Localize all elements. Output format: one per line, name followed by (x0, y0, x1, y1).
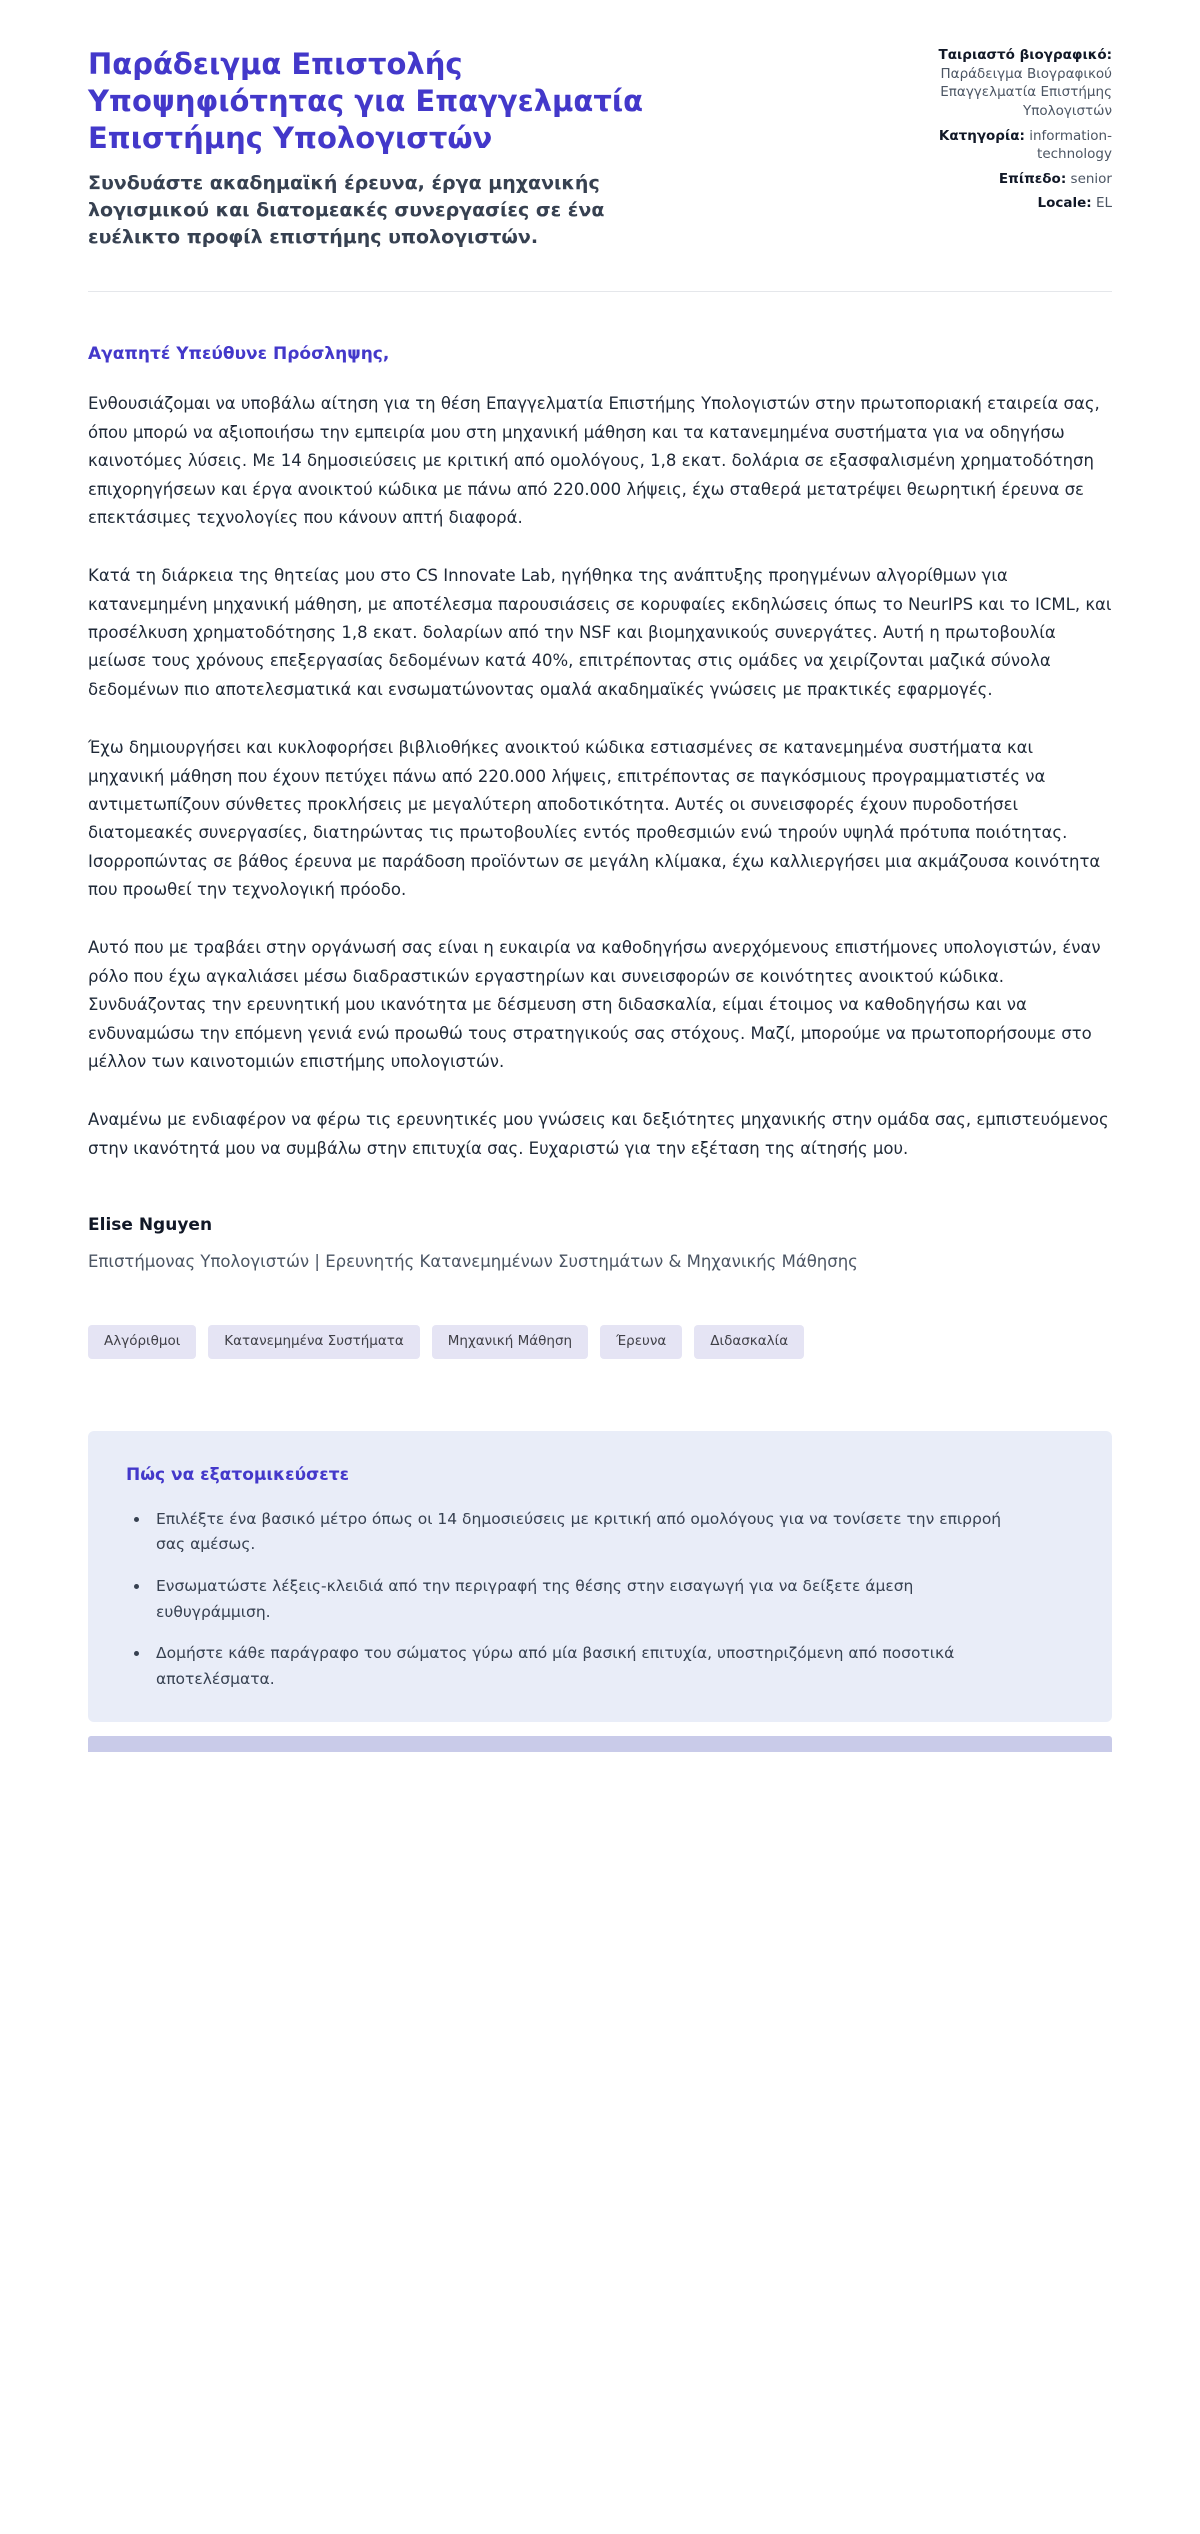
letter-body (88, 344, 1112, 1275)
tips-title: Πώς να εξατομικεύσετε (126, 1464, 350, 1485)
tips-list (126, 1507, 1074, 1692)
header-title-block (88, 46, 688, 251)
meta-value-matching-resume: Παράδειγμα Βιογραφικού Επαγγελματία Επιστήμης Υπολογιστών (940, 65, 1112, 119)
tag-chip-distributed-systems: Κατανεμημένα Συστήματα (208, 1325, 419, 1359)
tip-item-1: • Επιλέξτε ένα βασικό μέτρο όπως οι 14 δημοσιεύσεις με κριτική από ομολόγους για να τονίσετε την επιρροή σας αμέσως. (150, 1507, 1030, 1558)
letter-paragraph-2: Κατά τη διάρκεια της θητείας μου στο CS Innovate Lab, ηγήθηκα της ανάπτυξης προηγμένων αλγορίθμων για κατανεμημένη μηχανική μάθηση, με αποτέλεσμα παρουσιάσεις σε κορυφαίες εκδηλώσεις όπως το NeurIPS και το ICML, και προσέλκυση χρηματοδότησης 1,8 εκατ. δολαρίων από την NSF και βιομηχανικούς συνεργάτες. Αυτή η πρωτοβουλία μείωσε τους χρόνους επεξεργασίας δεδομένων κατά 40%, επιτρέποντας στις ομάδες να χειρίζονται μαζικά σύνολα δεδομένων πιο αποτελεσματικά και ενσωματώνοντας ομαλά ακαδημαϊκές γνώσεις με πρακτικές εφαρμογές. (88, 566, 1112, 699)
meta-label-matching-resume: Ταιριαστό βιογραφικό: (938, 47, 1112, 63)
meta-value-category: information-technology (1029, 127, 1112, 163)
letter-paragraph-5: Αναμένω με ενδιαφέρον να φέρω τις ερευνητικές μου γνώσεις και δεξιότητες μηχανικής στην ομάδα σας, εμπιστευόμενος στην ικανότητά μου να συμβάλω στην επιτυχία σας. Ευχαριστώ για την εξέταση της αίτησής μου. (88, 1110, 1109, 1158)
meta-row-category (902, 127, 1112, 164)
tag-chip-research: Έρευνα (600, 1325, 682, 1359)
page-title: Παράδειγμα Επιστολής Υποψηφιότητας για Επαγγελματία Επιστήμης Υπολογιστών (88, 47, 644, 155)
meta-panel (902, 46, 1112, 219)
tips-panel (88, 1431, 1112, 1722)
letter-greeting: Αγαπητέ Υπεύθυνε Πρόσληψης, (88, 344, 390, 365)
tip-item-3: • Δομήστε κάθε παράγραφο του σώματος γύρω από μία βασική επιτυχία, υποστηριζόμενη από ποσοτικά αποτελέσματα. (150, 1641, 1030, 1692)
meta-label-category: Κατηγορία: (938, 127, 1025, 144)
signature-name: Elise Nguyen (88, 1215, 213, 1236)
cover-letter-page (88, 0, 1112, 1752)
tag-chip-teaching: Διδασκαλία (694, 1325, 804, 1359)
bottom-cutoff-bar (88, 1736, 1112, 1752)
meta-row-level (902, 170, 1112, 189)
tag-chip-machine-learning: Μηχανική Μάθηση (432, 1325, 588, 1359)
header (88, 46, 1112, 251)
meta-value-locale: EL (1095, 195, 1112, 212)
tip-item-2: • Ενσωματώστε λέξεις-κλειδιά από την περιγραφή της θέσης στην εισαγωγή για να δείξετε άμεση ευθυγράμμιση. (150, 1574, 1030, 1625)
meta-row-locale (902, 194, 1112, 213)
tag-chip-algorithms: Αλγόριθμοι (88, 1325, 196, 1359)
letter-paragraph-1: Ενθουσιάζομαι να υποβάλω αίτηση για τη θέση Επαγγελματία Επιστήμης Υπολογιστών στην πρωτοποριακή εταιρεία σας, όπου μπορώ να αξιοποιήσω την εμπειρία μου στη μηχανική μάθηση και τα κατανεμημένα συστήματα για να οδηγήσω καινοτόμες λύσεις. Με 14 δημοσιεύσεις με κριτική από ομολόγους, 1,8 εκατ. δολάρια σε εξασφαλισμένη χρηματοδότηση επιχορηγήσεων και έργα ανοικτού κώδικα με πάνω από 220.000 λήψεις, έχω σταθερά μετατρέψει θεωρητική έρευνα σε επεκτάσιμες τεχνολογίες που κάνουν απτή διαφορά. (88, 394, 1100, 527)
letter-paragraph-4: Αυτό που με τραβάει στην οργάνωσή σας είναι η ευκαιρία να καθοδηγήσω ανερχόμενους επιστήμονες υπολογιστών, έναν ρόλο που έχω αγκαλιάσει μέσω διαδραστικών εργαστηρίων και συνεισφορών σε κοινότητες ανοικτού κώδικα. Συνδυάζοντας την ερευνητική μου ικανότητα με δέσμευση στη διδασκαλία, είμαι έτοιμος να καθοδηγήσω και να ενδυναμώσω την επόμενη γενιά ενώ προωθώ τους στρατηγικούς σας στόχους. Μαζί, μπορούμε να πρωτοπορήσουμε στο μέλλον των καινοτομιών επιστήμης υπολογιστών. (88, 938, 1101, 1071)
tag-list (88, 1325, 1112, 1359)
letter-paragraph-3: Έχω δημιουργήσει και κυκλοφορήσει βιβλιοθήκες ανοικτού κώδικα εστιασμένες σε κατανεμημένα συστήματα και μηχανική μάθηση που έχουν πετύχει πάνω από 220.000 λήψεις, επιτρέποντας σε παγκόσμιους προγραμματιστές να αντιμετωπίζουν σύνθετες προκλήσεις με μεγαλύτερη αποδοτικότητα. Αυτές οι συνεισφορές έχουν πυροδοτήσει διατομεακές συνεργασίες, διατηρώντας τις πρωτοβουλίες εντός προθεσμιών ενώ τηρούν υψηλά πρότυπα ποιότητας. Ισορροπώντας σε βάθος έρευνα με παράδοση προϊόντων σε μεγάλη κλίμακα, έχω καλλιεργήσει μια ακμάζουσα κοινότητα που προωθεί την τεχνολογική πρόοδο. (88, 738, 1101, 900)
meta-row-matching-resume (902, 46, 1112, 121)
signature-role: Επιστήμονας Υπολογιστών | Ερευνητής Κατανεμημένων Συστημάτων & Μηχανικής Μάθησης (88, 1252, 858, 1272)
header-divider (88, 291, 1112, 292)
signature-block (88, 1215, 1112, 1275)
page-subtitle: Συνδυάστε ακαδημαϊκή έρευνα, έργα μηχανικής λογισμικού και διατομεακές συνεργασίες σε ένα ευέλικτο προφίλ επιστήμης υπολογιστών. (88, 172, 605, 249)
meta-label-locale: Locale: (1037, 195, 1092, 212)
meta-label-level: Επίπεδο: (998, 170, 1067, 187)
meta-value-level: senior (1070, 170, 1112, 187)
